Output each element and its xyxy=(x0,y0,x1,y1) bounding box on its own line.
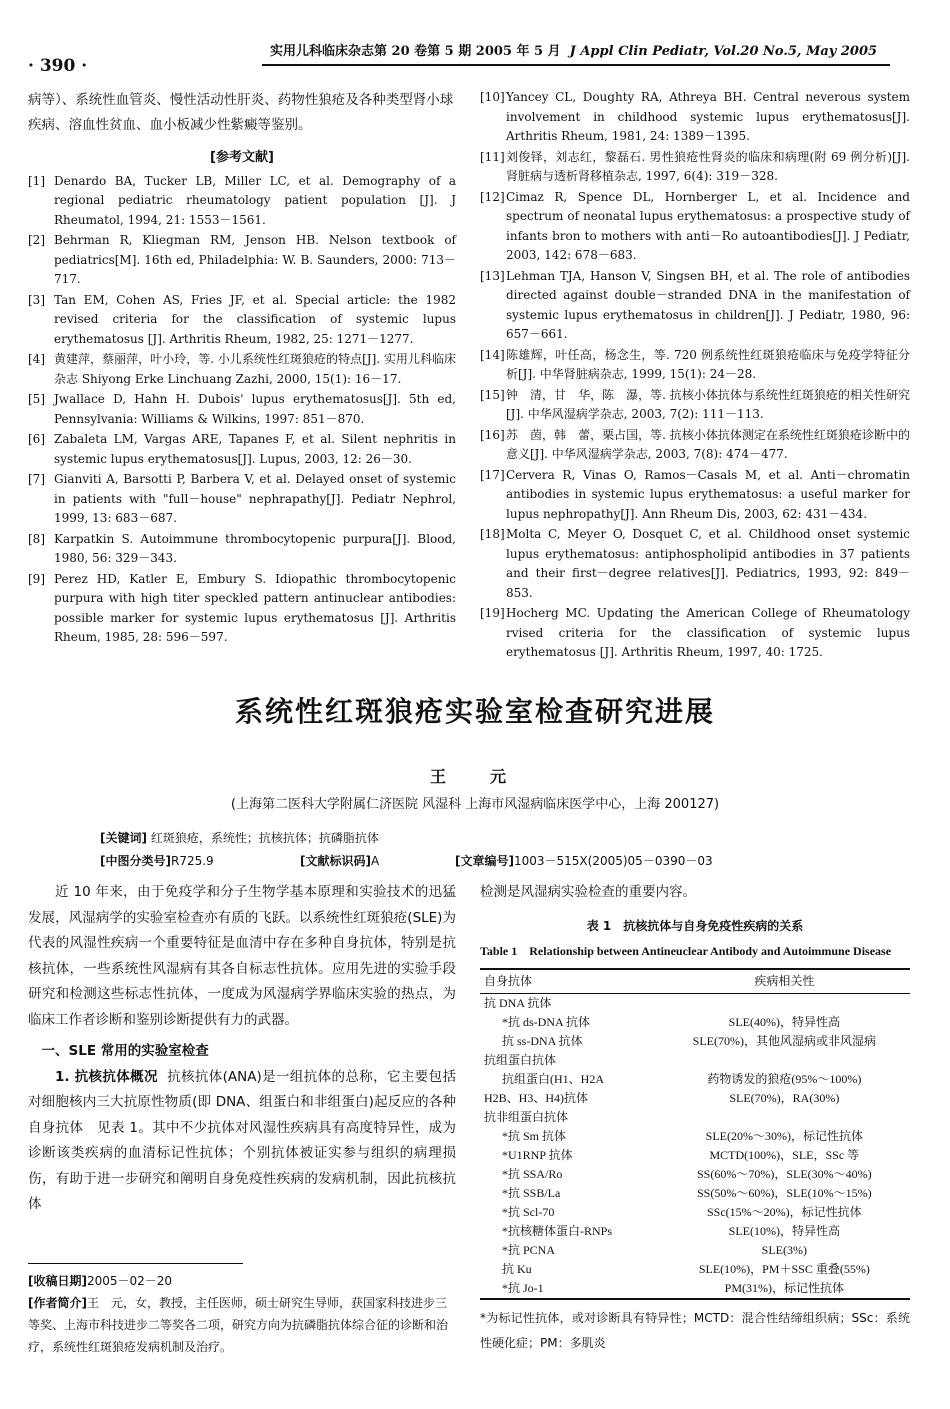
reference-text: Yancey CL, Doughty RA, Athreya BH. Central neverous system involvement in childhood systemic lupus erythematosus[J]. Arthritis Rheum, 1981, 24: 1389－1395. xyxy=(506,90,910,143)
reference-text: Cervera R, Vinas O, Ramos－Casals M, et al. Anti－chromatin antibodies in systemic lupus erythematosus: a useful marker for lupus nephropathy[J]. Ann Rheum Dis, 2003, 62: 431－434. xyxy=(506,467,910,521)
reference-text: Lehman TJA, Hanson V, Singsen BH, et al. The role of antibodies directed against double－stranded DNA in the manifestation of systemic lupus erythematosus in children[J]. J Pediatr, 1980, 96: 657－661. xyxy=(506,268,910,341)
relevance-cell xyxy=(659,1051,910,1070)
reference-item xyxy=(480,267,910,345)
reference-text: 苏 茵，韩 蕾，栗占国，等. 抗核小体抗体测定在系统性红斑狼疮诊断中的意义[J]. 中华风湿病学杂志, 2003, 7(8): 474－477. xyxy=(506,427,910,461)
relevance-cell: SLE(70%)，RA(30%) xyxy=(729,1091,840,1105)
relevance-cell: MCTD(100%)，SLE，SSc 等 xyxy=(709,1148,860,1162)
antibody-table-body xyxy=(480,994,910,1300)
reference-text: Jwallace D, Hahn H. Dubois' lupus erythematosus[J]. 5th ed, Pennsylvania: Williams & Wilkins, 1997: 851－870. xyxy=(54,392,456,426)
antibody-cell: 抗 Ku xyxy=(502,1262,532,1276)
reference-number: [8] xyxy=(28,531,45,546)
keywords-label: [关键词] xyxy=(100,831,147,845)
antibody-cell: H2B、H3、H4)抗体 xyxy=(484,1091,588,1105)
antibody-cell: *抗 SSB/La xyxy=(502,1186,561,1200)
relevance-cell: PM(31%)，标记性抗体 xyxy=(659,1279,910,1299)
page-number: · 390 · xyxy=(28,56,88,76)
doc-code-label: [文献标识码] xyxy=(300,854,371,868)
reference-item xyxy=(28,470,456,529)
reference-item xyxy=(480,148,910,187)
reference-text: 黄建萍，蔡丽萍，叶小玲，等. 小儿系统性红斑狼疮的特点[J]. 实用儿科临床杂志 Shiyong Erke Linchuang Zazhi, 2000, 15(1): 16－17. xyxy=(54,352,456,386)
reference-item xyxy=(28,350,456,389)
running-header xyxy=(270,40,890,59)
reference-number: [15] xyxy=(480,387,505,402)
article-id-value: 1003－515X(2005)05－0390－03 xyxy=(513,854,713,868)
relevance-cell: 药物诱发的狼疮(95%～100%) xyxy=(707,1072,862,1086)
classification-line xyxy=(100,852,860,869)
reference-text: Hocherg MC. Updating the American College of Rheumatology rvised criteria for the classification of systemic lupus erythematosus [J]. Arthritis Rheum, 1997, 40: 1725. xyxy=(506,606,910,659)
reference-text: Behrman R, Kliegman RM, Jenson HB. Nelson textbook of pediatrics[M]. 16th ed, Philadelphia: W. B. Saunders, 2000: 713－717. xyxy=(54,233,456,286)
reference-text: 陈雄辉，叶任高，杨念生，等. 720 例系统性红斑狼疮临床与免疫学特征分析[J]. 中华肾脏病杂志, 1999, 15(1): 24－28. xyxy=(506,347,910,381)
table-header-antibody: 自身抗体 xyxy=(480,969,659,994)
table-row xyxy=(480,1241,910,1260)
relevance-cell: SSc(15%～20%)，标记性抗体 xyxy=(706,1205,862,1219)
reference-number: [5] xyxy=(28,392,45,406)
subsection-1-title: 1. 抗核抗体概况 xyxy=(55,1068,158,1085)
reference-number: [16] xyxy=(480,427,505,442)
reference-number: [12] xyxy=(480,189,505,204)
table-row xyxy=(480,1089,910,1108)
antibody-cell: 抗组蛋白(H1、H2A xyxy=(502,1072,604,1086)
doc-code-value: A xyxy=(370,854,380,868)
reference-number: [18] xyxy=(480,527,505,541)
subsection-1-paragraph xyxy=(28,1065,456,1218)
reference-number: [19] xyxy=(480,606,505,620)
table-row xyxy=(480,1260,910,1279)
relevance-cell: SLE(10%)，特异性高 xyxy=(728,1224,840,1238)
reference-item xyxy=(480,386,910,425)
table-row xyxy=(480,1013,910,1032)
antibody-cell: 抗 ss-DNA 抗体 xyxy=(502,1034,583,1048)
table-caption-en: Table 1 Relationship between Antineuclear Antibody and Autoimmune Disease xyxy=(480,944,892,958)
keywords: 红斑狼疮，系统性；抗核抗体；抗磷脂抗体 xyxy=(150,831,379,845)
reference-list-right xyxy=(480,88,910,663)
relevance-cell: SLE(10%)，PM＋SSC 重叠(55%) xyxy=(698,1262,870,1276)
reference-text: Gianviti A, Barsotti P, Barbera V, et al. Delayed onset of systemic in patients with "full－house" nephrapathy[J]. Pediatr Nephrol, 1999, 13: 683－687. xyxy=(54,472,456,525)
body-right-column xyxy=(480,880,910,1356)
reference-text: 钟 清，甘 华，陈 瀑，等. 抗核小体抗体与系统性红斑狼疮的相关性研究[J]. 中华风湿病学杂志, 2003, 7(2): 111－113. xyxy=(506,387,910,421)
table-row xyxy=(480,1108,910,1127)
antibody-cell: *抗 Sm 抗体 xyxy=(502,1129,567,1143)
reference-text: Karpatkin S. Autoimmune thrombocytopenic purpura[J]. Blood, 1980, 56: 329－343. xyxy=(54,531,456,565)
reference-item xyxy=(480,604,910,663)
clc-label: [中图分类号] xyxy=(100,854,171,868)
section-heading-1: 一、SLE 常用的实验室检查 xyxy=(41,1043,209,1059)
reference-number: [13] xyxy=(480,268,505,283)
relevance-cell: SLE(3%) xyxy=(761,1243,807,1257)
issue-cn: 第 20 卷第 5 期 2005 年 5 月 xyxy=(374,44,561,59)
antibody-cell: *抗 Scl-70 xyxy=(502,1205,555,1219)
table-caption-cn: 表 1 抗核抗体与自身免疫性疾病的关系 xyxy=(586,918,804,933)
author-bio-line xyxy=(28,1292,456,1358)
reference-number: [1] xyxy=(28,173,45,188)
antibody-cell: *U1RNP 抗体 xyxy=(502,1148,573,1162)
reference-number: [3] xyxy=(28,292,45,307)
footnote xyxy=(28,1270,456,1358)
intro-paragraph: 近 10 年来，由于免疫学和分子生物学基本原理和实验技术的迅猛发展，风湿病学的实验室检查亦有质的飞跃。以系统性红斑狼疮(SLE)为代表的风湿性疾病一个重要特征是血清中存在多种自身抗体，特别是抗核抗体，一些系统性风湿病有其各自标志性抗体。应用先进的实验手段研究和检测这些标志性抗体，一度成为风湿病学界临床实验的热点，为临床工作者诊断和鉴别诊断提供有力的武器。 xyxy=(28,884,456,1028)
previous-article-tail: 病等）、系统性血管炎、慢性活动性肝炎、药物性狼疮及各种类型肾小球疾病、溶血性贫血、血小板减少性紫癜等鉴别。 xyxy=(28,92,454,133)
table-header-relevance: 疾病相关性 xyxy=(659,969,910,994)
reference-item xyxy=(480,525,910,603)
relevance-cell: SLE(20%～30%)，标记性抗体 xyxy=(705,1129,863,1143)
relevance-cell: SLE(70%)，其他风湿病或非风湿病 xyxy=(692,1034,876,1048)
antibody-cell: *抗 PCNA xyxy=(502,1243,556,1257)
author-bio: 王 元，女，教授，主任医师，硕士研究生导师，获国家科技进步三等奖、上海市科技进步二等奖各二项，研究方向为抗磷脂抗体综合征的诊断和治疗，系统性红斑狼疮发病机制及治疗。 xyxy=(28,1296,449,1354)
antibody-cell: 抗 DNA 抗体 xyxy=(484,996,552,1010)
table-row xyxy=(480,1165,910,1184)
table-row xyxy=(480,1032,910,1051)
article-id-label: [文章编号] xyxy=(455,854,514,868)
received-date: 2005－02－20 xyxy=(86,1274,173,1288)
header-rule xyxy=(262,64,890,66)
author-affiliation: (上海第二医科大学附属仁济医院 风湿科 上海市风湿病临床医学中心，上海 200127) xyxy=(230,797,720,812)
reference-item xyxy=(28,291,456,350)
relevance-cell: SS(50%～60%)，SLE(10%～15%) xyxy=(697,1186,872,1200)
reference-item xyxy=(480,188,910,266)
table-row xyxy=(480,1146,910,1165)
table-row xyxy=(480,1184,910,1203)
references-right-column xyxy=(480,88,910,664)
table-row xyxy=(480,994,910,1014)
reference-text: Denardo BA, Tucker LB, Miller LC, et al. Demography of a regional pediatric rheumatology patient population [J]. J Rheumatol, 1994, 21: 1553－1561. xyxy=(54,173,456,227)
antibody-cell: *抗 SSA/Ro xyxy=(502,1167,563,1181)
relevance-cell xyxy=(659,1108,910,1127)
relevance-cell: SLE(40%)，特异性高 xyxy=(728,1015,840,1029)
references-heading: [参考文献] xyxy=(210,150,274,165)
table-row xyxy=(480,1203,910,1222)
table-row xyxy=(480,1127,910,1146)
reference-number: [9] xyxy=(28,571,45,586)
reference-text: Cimaz R, Spence DL, Hornberger L, et al. Incidence and spectrum of neonatal lupus erythematosus: a prospective study of infants bron to mothers with anti－Ro autoantibodies[J]. J Pediatr, 2003, 142: 678－683. xyxy=(506,189,910,262)
body-continuation: 检测是风湿病实验检查的重要内容。 xyxy=(480,884,696,900)
relevance-cell: SS(60%～70%)，SLE(30%～40%) xyxy=(697,1167,872,1181)
reference-list-left xyxy=(28,172,456,648)
reference-text: Tan EM, Cohen AS, Fries JF, et al. Special article: the 1982 revised criteria for the classification of systemic lupus erythematosus [J]. Arthritis Rheum, 1982, 25: 1271－1277. xyxy=(54,292,456,346)
table-row xyxy=(480,1070,910,1089)
table-row xyxy=(480,1051,910,1070)
reference-item xyxy=(28,231,456,290)
article-title: 系统性红斑狼疮实验室检查研究进展 xyxy=(234,695,715,728)
clc-value: R725.9 xyxy=(170,854,214,868)
reference-item xyxy=(480,88,910,147)
reference-item xyxy=(480,346,910,385)
reference-number: [2] xyxy=(28,233,45,247)
issue-en: , Vol.20 No.5, May 2005 xyxy=(704,44,878,59)
reference-number: [17] xyxy=(480,467,505,482)
received-label: [收稿日期] xyxy=(28,1274,87,1288)
subsection-1-text: 抗核抗体(ANA)是一组抗体的总称，它主要包括对细胞核内三大抗原性物质(即 DNA、组蛋白和非组蛋白)起反应的各种自身抗体 见表 1。其中不少抗体对风湿性疾病具有高度特异性，成为诊断该类疾病的血清标记性抗体；个别抗体被证实参与组织的病理损伤，有助于进一步研究和阐明自身免疫性疾病的发病机制，因此抗核抗体 xyxy=(28,1068,456,1212)
reference-text: Molta C, Meyer O, Dosquet C, et al. Childhood onset systemic lupus erythematosus: antiphospholipid antibodies in 37 patients and their first－degree relatives[J]. Pediatrics, 1993, 92: 849－853. xyxy=(506,527,910,600)
reference-item xyxy=(480,466,910,525)
bio-label: [作者简介] xyxy=(28,1296,87,1310)
antibody-cell: *抗核糖体蛋白-RNPs xyxy=(502,1224,613,1238)
reference-item xyxy=(28,390,456,429)
table-note: *为标记性抗体，或对诊断具有特异性；MCTD：混合性结缔组织病；SSc：系统性硬化症；PM：多肌炎 xyxy=(480,1311,910,1350)
footnote-rule xyxy=(28,1263,243,1264)
reference-number: [6] xyxy=(28,432,45,446)
reference-number: [10] xyxy=(480,90,505,104)
references-left-column xyxy=(28,88,456,649)
reference-number: [11] xyxy=(480,149,505,164)
journal-name-en: J Appl Clin Pediatr xyxy=(569,44,705,59)
table-row xyxy=(480,1279,910,1299)
received-date-line xyxy=(28,1270,456,1292)
antibody-cell: 抗非组蛋白抗体 xyxy=(484,1110,569,1124)
article-author: 王 元 xyxy=(429,767,520,786)
reference-number: [7] xyxy=(28,472,45,486)
reference-item xyxy=(28,172,456,231)
reference-item xyxy=(28,430,456,469)
antibody-cell: *抗 Jo-1 xyxy=(480,1279,659,1299)
table-row xyxy=(480,1222,910,1241)
relevance-cell xyxy=(659,994,910,1014)
reference-text: 刘俊铎，刘志红，黎磊石. 男性狼疮性肾炎的临床和病理(附 69 例分析)[J]. 肾脏病与透析肾移植杂志, 1997, 6(4): 319－328. xyxy=(506,149,910,183)
reference-item xyxy=(480,426,910,465)
journal-name-cn: 实用儿科临床杂志 xyxy=(270,44,375,59)
reference-text: Perez HD, Katler E, Embury S. Idiopathic thrombocytopenic purpura with high titer speckled pattern antinuclear antibodies: possible marker for systemic lupus erythematosus [J]. Arthritis Rheum, 1985, 28: 596－597. xyxy=(54,571,456,644)
reference-item xyxy=(28,530,456,569)
reference-item xyxy=(28,570,456,648)
antibody-cell: 抗组蛋白抗体 xyxy=(484,1053,557,1067)
keywords-line xyxy=(100,829,379,846)
antibody-cell: *抗 ds-DNA 抗体 xyxy=(502,1015,591,1029)
reference-text: Zabaleta LM, Vargas ARE, Tapanes F, et al. Silent nephritis in systemic lupus erythematosus[J]. Lupus, 2003, 12: 26－30. xyxy=(54,432,456,466)
reference-number: [14] xyxy=(480,347,505,362)
reference-number: [4] xyxy=(28,352,45,366)
antibody-table xyxy=(480,968,910,1300)
body-left-column xyxy=(28,880,456,1218)
